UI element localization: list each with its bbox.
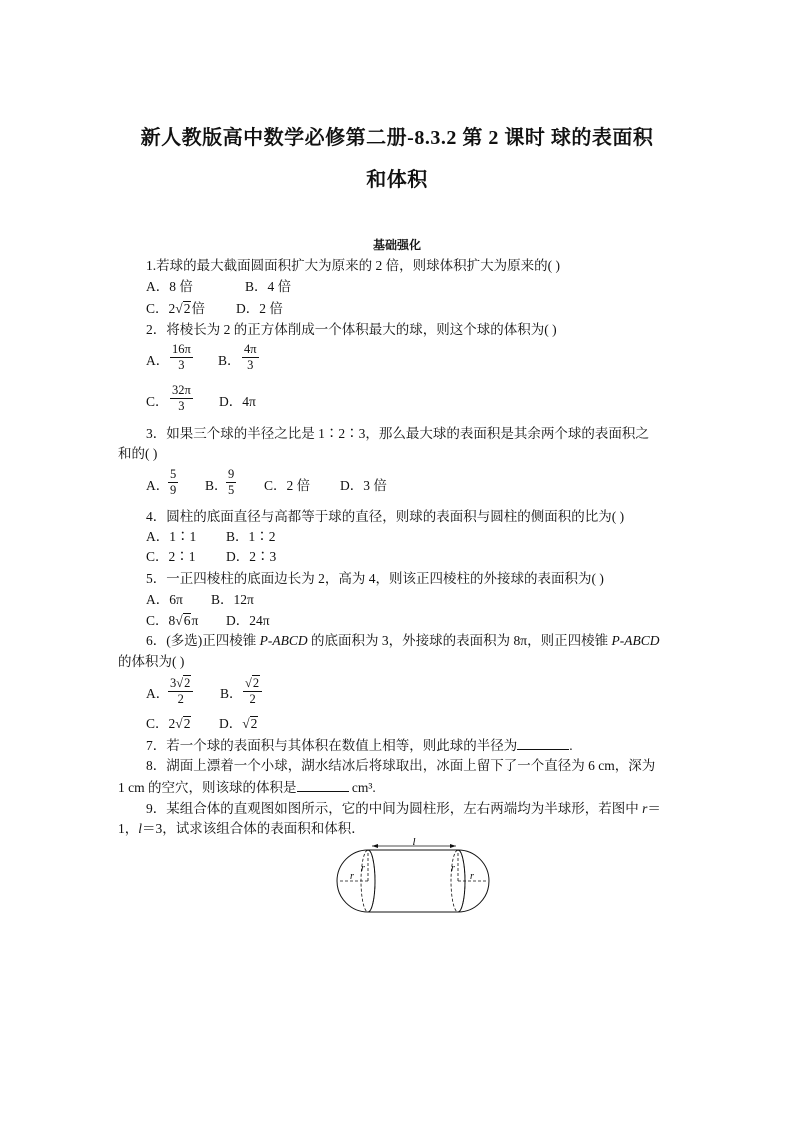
q6-option-d: D．√2 bbox=[219, 716, 258, 731]
q2-option-b-label: B． bbox=[218, 353, 241, 368]
q5-stem: 5．一正四棱柱的底面边长为 2，高为 4，则该正四棱柱的外接球的表面积为( ) bbox=[146, 571, 604, 586]
right-inner-radius-label: r bbox=[451, 863, 455, 874]
page-title-line-1: 新人教版高中数学必修第二册-8.3.2 第 2 课时 球的表面积 bbox=[140, 127, 654, 149]
q4-option-d: D．2∶3 bbox=[226, 549, 277, 564]
q2-option-c-fraction: $\frac{32\pi}{3}$ bbox=[172, 383, 191, 413]
q1-stem: 1.若球的最大截面圆面积扩大为原来的 2 倍，则球体积扩大为原来的( ) bbox=[146, 258, 560, 273]
q6-option-c: C．2√2 bbox=[146, 716, 191, 731]
q2-option-a-fraction: $\frac{16\pi}{3}$ bbox=[172, 342, 191, 372]
q1-option-a: A．8 倍 bbox=[146, 279, 193, 294]
section-heading: 基础强化 bbox=[372, 238, 421, 252]
q4-stem: 4．圆柱的底面直径与高都等于球的直径，则球的表面积与圆柱的侧面积的比为( ) bbox=[146, 509, 625, 524]
q6-option-a-fraction: $\frac{3√2}{2}$ bbox=[168, 675, 193, 707]
q6-stem-line-1: 6．(多选)正四棱锥 P-ABCD 的底面积为 3，外接球的表面积为 8π，则正四棱锥 P-ABCD bbox=[146, 633, 660, 648]
q4-option-a: A．1∶1 bbox=[146, 529, 197, 544]
q6-stem-line-2: 的体积为( ) bbox=[118, 654, 185, 669]
q8-stem-line-2: 1 cm 的空穴，则该球的体积是 cm³. bbox=[118, 780, 376, 795]
q5-option-c: C．8√6π bbox=[146, 613, 199, 628]
q3-option-a-fraction: $\frac{5}{9}$ bbox=[170, 467, 177, 497]
q9-stem-line-1: 9．某组合体的直观图如图所示，它的中间为圆柱形，左右两端均为半球形，若图中 r＝ bbox=[146, 801, 661, 816]
q6-option-a-label: A． bbox=[146, 686, 170, 701]
left-radius-label: r bbox=[350, 871, 354, 882]
q1-option-c: C．2√2倍 bbox=[146, 301, 205, 316]
q2-option-a-label: A． bbox=[146, 353, 170, 368]
q2-option-d: D．4π bbox=[219, 394, 256, 409]
length-arrow-right bbox=[450, 844, 456, 848]
q3-option-b-fraction: $\frac{9}{5}$ bbox=[228, 467, 235, 497]
q8-answer-blank bbox=[297, 779, 349, 792]
q3-option-c: C．2 倍 bbox=[264, 478, 311, 493]
length-arrow-left bbox=[372, 844, 378, 848]
left-base-front bbox=[368, 850, 375, 912]
q3-option-b-label: B． bbox=[205, 478, 228, 493]
capsule-figure bbox=[330, 838, 500, 918]
q2-option-c-label: C． bbox=[146, 394, 169, 409]
q4-option-b: B．1∶2 bbox=[226, 529, 276, 544]
q1-option-d: D．2 倍 bbox=[236, 301, 283, 316]
q3-option-a-label: A． bbox=[146, 478, 170, 493]
q3-stem-line-1: 3．如果三个球的半径之比是 1∶2∶3，那么最大球的表面积是其余两个球的表面积之 bbox=[146, 426, 649, 441]
q5-option-d: D．24π bbox=[226, 613, 270, 628]
q3-stem-line-2: 和的( ) bbox=[118, 446, 158, 461]
q5-option-b: B．12π bbox=[211, 592, 254, 607]
q1-option-b: B．4 倍 bbox=[245, 279, 292, 294]
q5-option-a: A．6π bbox=[146, 592, 183, 607]
length-label: l bbox=[412, 838, 416, 848]
q4-option-c: C．2∶1 bbox=[146, 549, 196, 564]
left-inner-radius-label: r bbox=[361, 863, 365, 874]
q3-option-d: D．3 倍 bbox=[340, 478, 387, 493]
q9-stem-line-2: 1，l＝3，试求该组合体的表面积和体积． bbox=[118, 821, 365, 836]
q8-stem-line-1: 8．湖面上漂着一个小球，湖水结冰后将球取出，冰面上留下了一个直径为 6 cm，深为 bbox=[146, 758, 656, 773]
q7-answer-blank bbox=[517, 737, 569, 750]
q2-option-b-fraction: $\frac{4\pi}{3}$ bbox=[244, 342, 257, 372]
q6-option-b-fraction: $\frac{√2}{2}$ bbox=[243, 675, 262, 707]
q2-stem: 2．将棱长为 2 的正方体削成一个体积最大的球，则这个球的体积为( ) bbox=[146, 322, 557, 337]
q6-option-b-label: B． bbox=[220, 686, 243, 701]
q7-stem: 7．若一个球的表面积与其体积在数值上相等，则此球的半径为 . bbox=[146, 738, 573, 753]
page-title-line-2: 和体积 bbox=[366, 169, 428, 191]
right-radius-label: r bbox=[470, 871, 474, 882]
